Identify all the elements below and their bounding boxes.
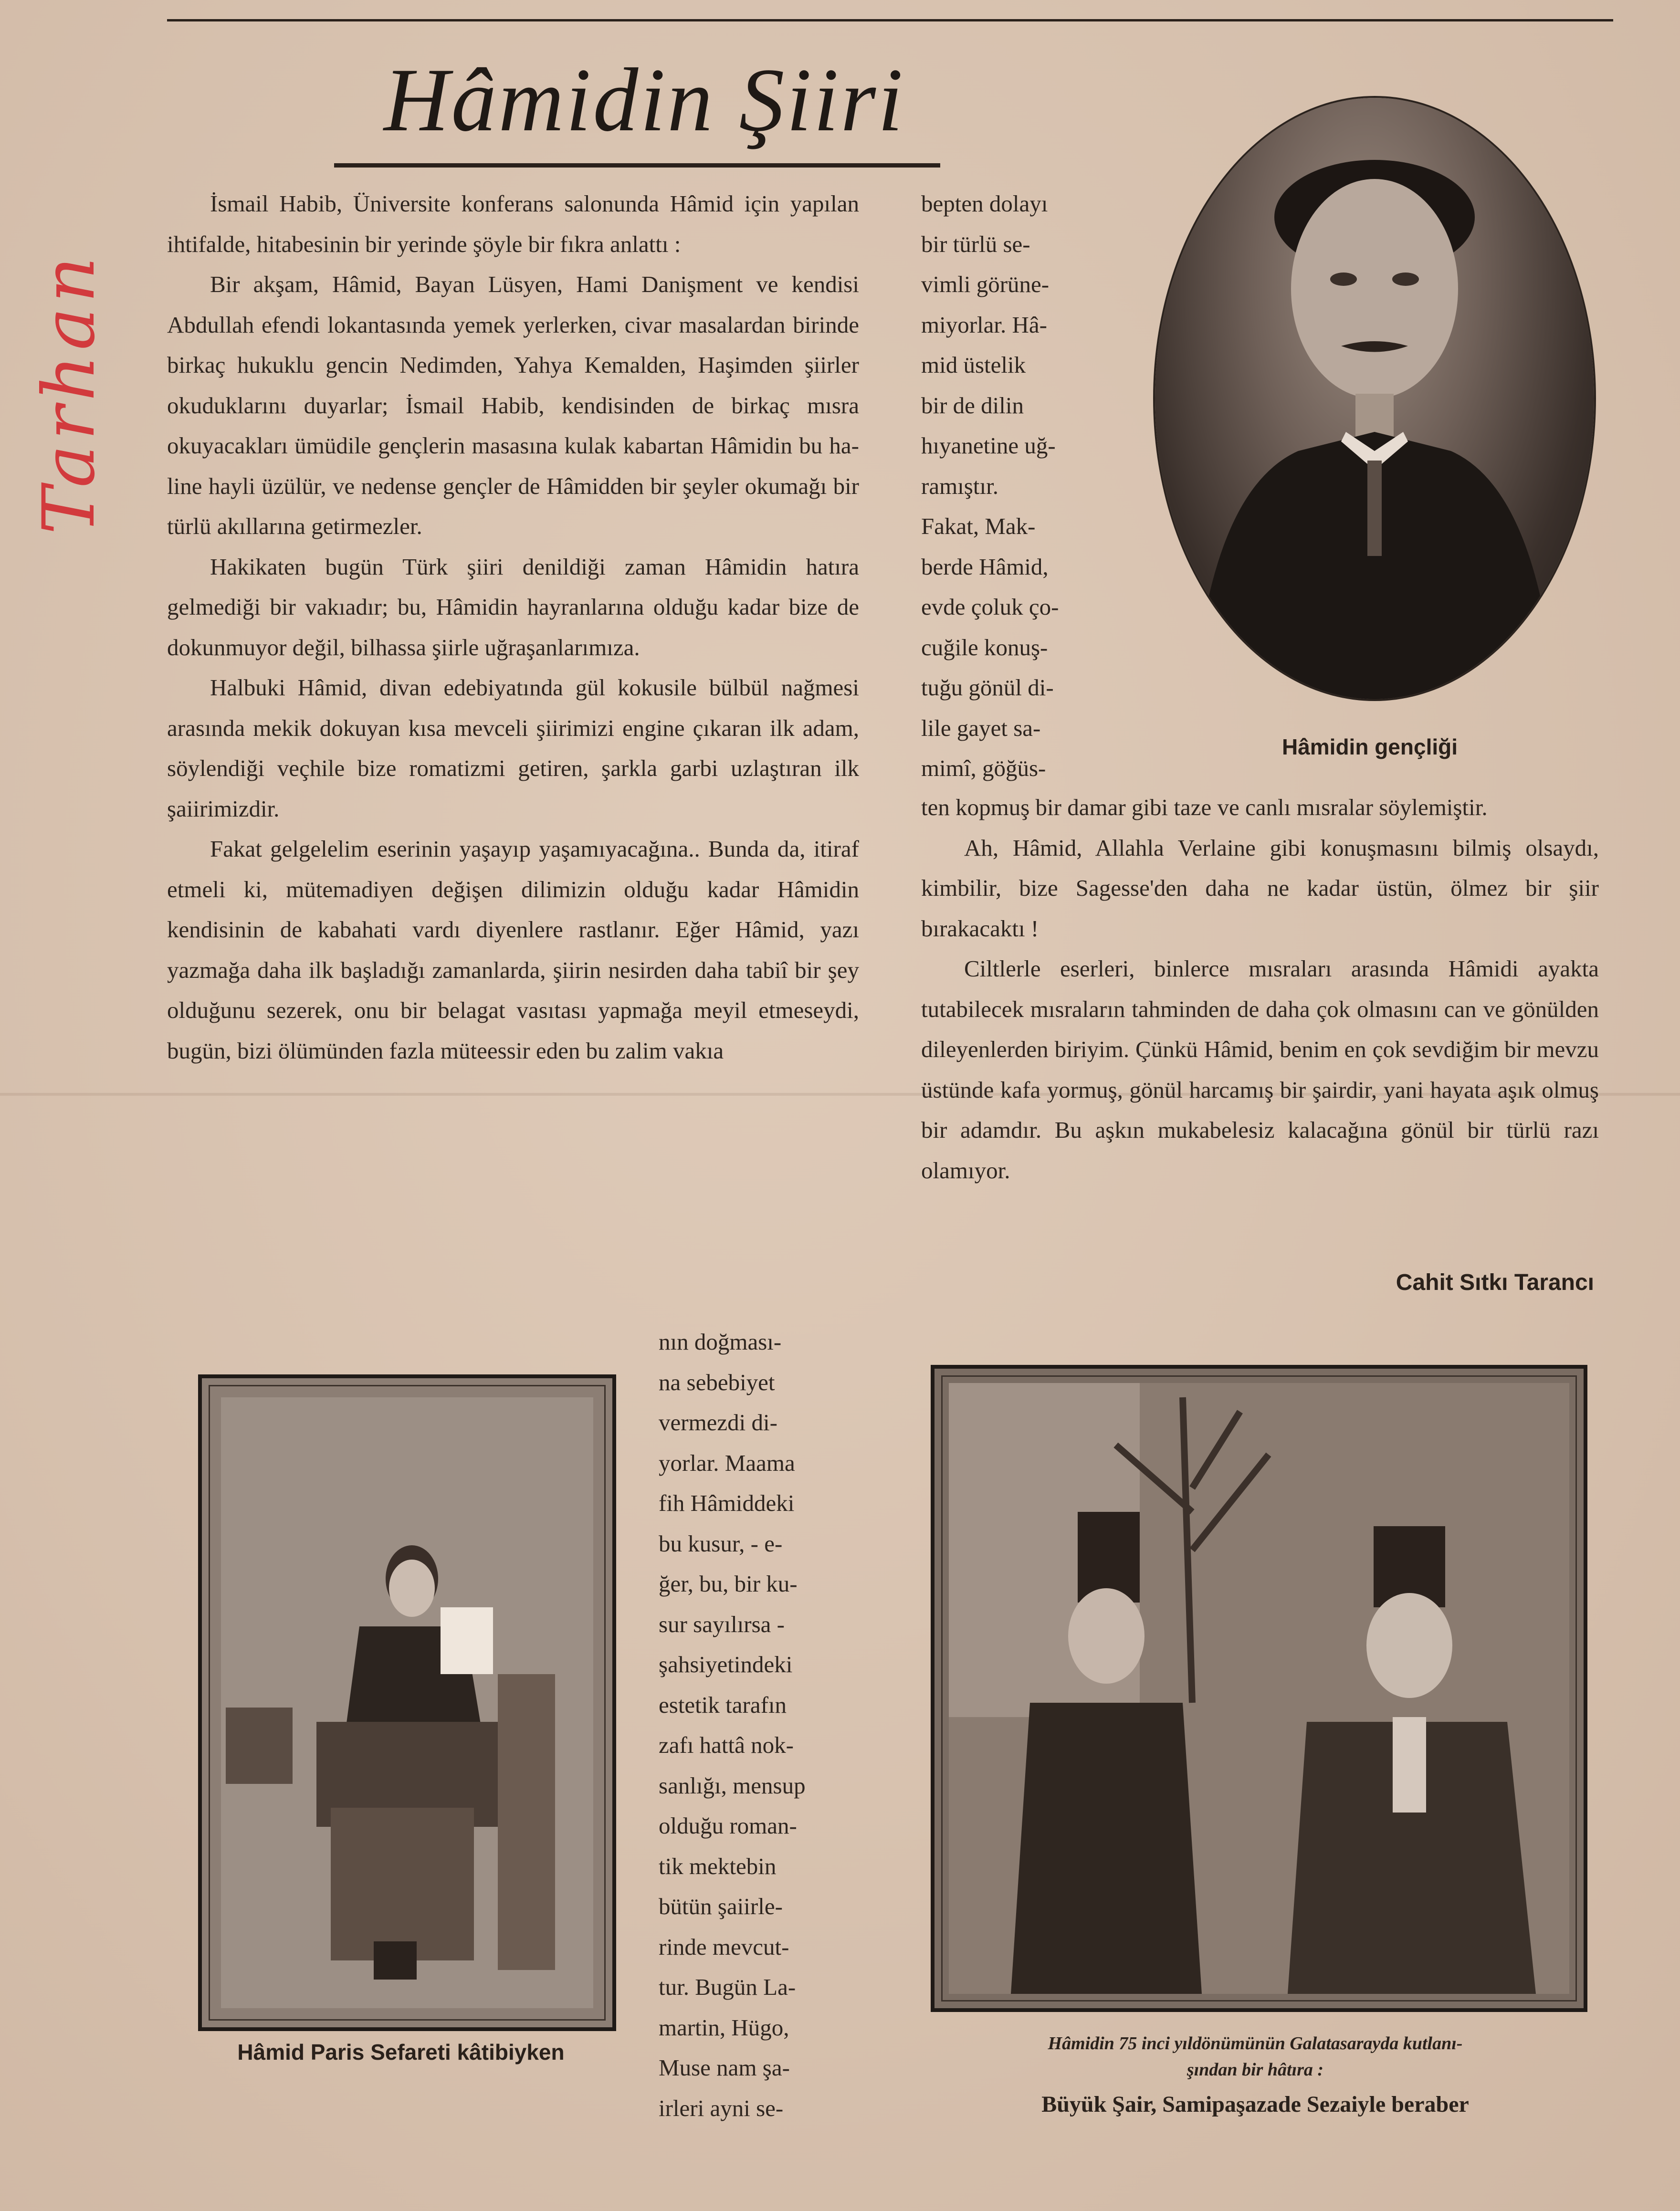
paragraph: Hakikaten bugün Türk şiiri denildiği zaman Hâmidin hatıra gelmediği bir vakıadır; bu, Hâmidin hayranlarına olduğu kadar bize de dokunmuyor değil, bilhassa şiirle uğraşanlarımıza.	[167, 553, 859, 660]
column-line: Fakat, Mak-	[921, 513, 1036, 539]
galatasaray-photo	[931, 1365, 1587, 2012]
column-line: irleri ayni se-	[659, 2095, 784, 2121]
column-line: tik mektebin	[659, 1853, 777, 1879]
column-line: bir de dilin	[921, 392, 1024, 419]
column-line: bütün şaiirle-	[659, 1893, 783, 1919]
column-line: estetik tarafın	[659, 1691, 787, 1718]
column-line: lile gayet sa-	[921, 714, 1041, 741]
column-line: fih Hâmiddeki	[659, 1490, 795, 1516]
column-line: şahsiyetindeki	[659, 1651, 793, 1677]
column-line: evde çoluk ço-	[921, 594, 1059, 620]
column-line: bu kusur, - e-	[659, 1530, 783, 1557]
column-line: hıyanetine uğ-	[921, 432, 1056, 459]
article-right-column	[921, 787, 1599, 1191]
title-underline	[334, 163, 940, 168]
article-middle-column	[921, 184, 1117, 789]
column-line: cuğile konuş-	[921, 634, 1048, 660]
column-line: mid üstelik	[921, 352, 1026, 378]
article-left-column	[167, 184, 859, 1071]
paragraph: İsmail Habib, Üniversite konferans salonunda Hâmid için yapılan ihtifalde, hitabesinin bir yerinde şöyle bir fıkra anlattı :	[167, 190, 859, 257]
column-line: nın doğması-	[659, 1329, 782, 1355]
column-line: berde Hâmid,	[921, 553, 1049, 580]
column-line: bir türlü se-	[921, 231, 1030, 257]
paragraph: Ah, Hâmid, Allahla Verlaine gibi konuşmasını bilmiş olsaydı, kimbilir, bize Sagesse'den daha ne kadar üstün, ölmez bir şiir bırakacaktı !	[921, 834, 1599, 942]
author-signature: Cahit Sıtkı Tarancı	[1396, 1270, 1594, 1295]
portrait-photo	[1155, 98, 1594, 699]
page-title: Hâmidin Şiiri	[384, 50, 905, 150]
paragraph: Fakat gelgelelim eserinin yaşayıp yaşamıyacağına.. Bunda da, itiraf etmeli ki, mütemadiyen değişen dilimizin olduğu kadar Hâmidin kendisinin de kabahati vardı diyenlere rastlanır. Eğer Hâmid, yazı yazmağa daha ilk başladığı zamanlarda, şiirin nesirden daha tabiî bir şey olduğunu sezerek, onu bir belagat vasıtası yapmağa meyil etmeseydi, bugün, bizi ölümünden fazla müteessir eden bu zalim vakıa	[167, 836, 859, 1064]
paris-photo	[198, 1374, 616, 2031]
handwritten-note: Tarhan	[28, 251, 111, 534]
column-line: ğer, bu, bir ku-	[659, 1571, 798, 1597]
paragraph: Halbuki Hâmid, divan edebiyatında gül kokusile bülbül nağmesi arasında mekik dokuyan kısa mevceli şiirimizi engine çıkaran ilk adam, söylendiği veçhile bize romatizmi getiren, şarkla garbi uzlaştıran ilk şaiirimizdir.	[167, 674, 859, 822]
column-line: yorlar. Maama	[659, 1449, 795, 1476]
galatasaray-caption: Büyük Şair, Samipaşazade Sezaiyle beraber	[1041, 2092, 1469, 2117]
caption-line: şından bir hâtıra :	[1186, 2060, 1324, 2080]
column-line: tur. Bugün La-	[659, 1974, 796, 2000]
paris-photo-caption: Hâmid Paris Sefareti kâtibiyken	[237, 2040, 565, 2064]
paragraph: ten kopmuş bir damar gibi taze ve canlı mısralar söylemiştir.	[921, 794, 1488, 820]
column-line: martin, Hügo,	[659, 2014, 789, 2041]
article-narrow-column	[659, 1322, 869, 2128]
galatasaray-figures	[934, 1369, 1584, 2008]
portrait-figure	[1155, 98, 1594, 699]
column-line: olduğu roman-	[659, 1813, 797, 1839]
column-line: tuğu gönül di-	[921, 674, 1054, 701]
column-line: na sebebiyet	[659, 1369, 775, 1395]
column-line: ramıştır.	[921, 472, 998, 499]
column-line: vimli görüne-	[921, 271, 1050, 297]
column-line: sanlığı, mensup	[659, 1772, 806, 1799]
column-line: vermezdi di-	[659, 1409, 777, 1436]
column-line: sur sayılırsa -	[659, 1611, 785, 1637]
paragraph: Ciltlerle eserleri, binlerce mısraları arasında Hâmidi ayakta tutabilecek mısraların tahminden de daha çok olmasını can ve gönülden dileyenlerden biriyim. Çünkü Hâmid, benim en çok sevdiğim bir mevzu üstünde kafa yormuş, gönül harcamış bir şairdir, yani hayata aşık olmuş bir adamdır. Bu aşkın mukabelesiz kalacağına gönül bir türlü razı olamıyor.	[921, 955, 1599, 1184]
column-line: zafı hattâ nok-	[659, 1732, 794, 1758]
column-line: Muse nam şa-	[659, 2054, 790, 2081]
column-line: rinde mevcut-	[659, 1933, 789, 1960]
column-line: miyorlar. Hâ-	[921, 311, 1047, 338]
top-rule	[167, 19, 1613, 21]
paris-figure	[202, 1378, 612, 2027]
paragraph: Bir akşam, Hâmid, Bayan Lüsyen, Hami Danişment ve kendisi Abdullah efendi lokantasında yemek yerlerken, civar masalardan birinde birkaç hukuklu gencin Nedimden, Yahya Kemalden, Haşimden şiirler okuduklarını duyarlar; İsmail Habib, kendisinden de birkaç mısra okuyacakları ümüdile gençlerin masasına kulak kabartan Hâmidin bu haline hayli üzülür, ve nedense gençler de Hâmidden bir şeyler okumağı bir türlü akıllarına getirmezler.	[167, 271, 859, 539]
caption-line: Hâmidin 75 inci yıldönümünün Galatasarayda kutlanı-	[1048, 2033, 1463, 2054]
column-line: mimî, göğüs-	[921, 755, 1046, 781]
galatasaray-caption-italic	[931, 2031, 1580, 2083]
column-line: bepten dolayı	[921, 190, 1048, 217]
portrait-caption: Hâmidin gençliği	[1281, 734, 1458, 759]
